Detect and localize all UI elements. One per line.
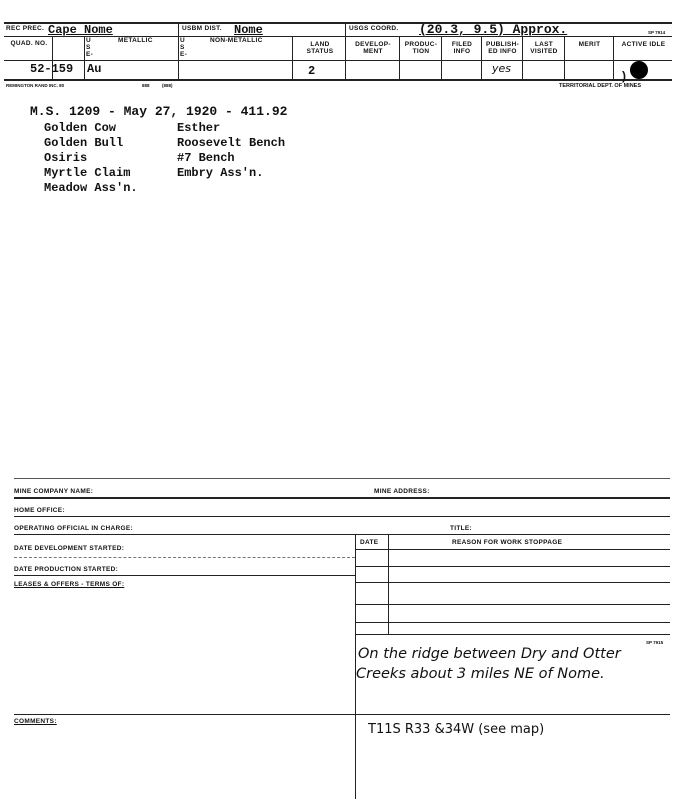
survey-line: M.S. 1209 - May 27, 1920 - 411.92 xyxy=(30,104,288,119)
header-rule-data xyxy=(4,60,672,61)
date-production-label: DATE PRODUCTION STARTED: xyxy=(14,566,119,573)
col-use-letters-metallic: U S E- xyxy=(86,37,94,58)
divider xyxy=(84,36,85,79)
divider xyxy=(564,36,565,79)
rule xyxy=(355,622,670,623)
divider xyxy=(481,36,482,79)
col-metallic: METALLIC xyxy=(118,37,153,44)
rule xyxy=(14,497,670,499)
col-last-visited: LAST VISITED xyxy=(530,41,558,55)
claim-item: Esther xyxy=(177,121,221,135)
col-active-idle: ACTIVE IDLE xyxy=(621,41,666,48)
col-non-metallic: NON-METALLIC xyxy=(210,37,263,44)
claim-item: Golden Cow xyxy=(44,121,117,135)
col-merit: MERIT xyxy=(578,41,601,48)
land-status-value: 2 xyxy=(308,64,316,78)
divider xyxy=(441,36,442,79)
divider xyxy=(522,36,523,79)
rule xyxy=(14,534,670,535)
rule xyxy=(14,714,670,715)
claim-item: Osiris xyxy=(44,151,88,165)
rule xyxy=(355,582,670,583)
handwritten-location-line2: Creeks about 3 miles NE of Nome. xyxy=(356,666,605,682)
usgs-coord-label: USGS COORD. xyxy=(349,25,399,32)
published-info-value: yes xyxy=(492,62,512,75)
divider xyxy=(613,36,614,79)
usgs-coord-value: (20.3, 9.5) Approx. xyxy=(419,22,568,37)
date-col-label: DATE xyxy=(360,539,379,546)
col-filed-info: FILED INFO xyxy=(451,41,473,55)
comments-label: COMMENTS: xyxy=(14,718,57,725)
date-development-label: DATE DEVELOPMENT STARTED: xyxy=(14,545,125,552)
claim-item: Meadow Ass'n. xyxy=(44,181,138,195)
rule xyxy=(355,566,670,567)
mine-address-label: MINE ADDRESS: xyxy=(374,488,430,495)
title-label: TITLE: xyxy=(450,525,473,532)
handwritten-township: T11S R33 &34W (see map) xyxy=(368,722,545,737)
divider xyxy=(178,22,179,79)
leases-offers-label: LEASES & OFFERS - TERMS OF: xyxy=(14,581,125,588)
form-number-bottom: SP 7915 xyxy=(646,640,664,645)
header-rule-bottom xyxy=(4,79,672,81)
rec-prec-value: Cape Nome xyxy=(48,23,113,37)
home-office-label: HOME OFFICE: xyxy=(14,507,65,514)
rec-prec-label: REC PREC. xyxy=(6,25,45,32)
col-development: DEVELOP-MENT xyxy=(355,41,391,55)
col-production: PRODUC-TION xyxy=(404,41,438,55)
col-quad-no: QUAD. NO. xyxy=(10,40,48,47)
rule xyxy=(355,549,670,550)
printer-mid1: 888 xyxy=(142,83,150,88)
metallic-value: Au xyxy=(87,62,102,76)
operating-official-label: OPERATING OFFICIAL IN CHARGE: xyxy=(14,525,133,532)
rule xyxy=(14,516,670,517)
usbm-dist-value: Nome xyxy=(234,23,263,37)
printer-right: TERRITORIAL DEPT. OF MINES xyxy=(559,83,641,89)
rule xyxy=(355,634,670,635)
col-use-letters-nonmetallic: U S E- xyxy=(180,37,188,58)
claims-left-list xyxy=(44,121,138,196)
divider xyxy=(345,22,346,79)
claim-item: Golden Bull xyxy=(44,136,124,150)
claim-item: Embry Ass'n. xyxy=(177,166,264,180)
handwritten-location-line1: On the ridge between Dry and Otter xyxy=(358,646,621,662)
col-published-info: PUBLISH-ED INFO xyxy=(485,41,520,55)
rule xyxy=(355,604,670,605)
active-idle-punch-dot xyxy=(630,61,648,79)
claim-item: #7 Bench xyxy=(177,151,235,165)
usbm-dist-label: USBM DIST. xyxy=(182,25,222,32)
reason-col-label: REASON FOR WORK STOPPAGE xyxy=(452,539,563,546)
claim-item: Myrtle Claim xyxy=(44,166,131,180)
printer-left: REMINGTON RAND INC. 80 xyxy=(6,83,65,88)
mine-company-name-label: MINE COMPANY NAME: xyxy=(14,488,94,495)
divider xyxy=(399,36,400,79)
idle-mark: ) xyxy=(622,69,626,83)
rule xyxy=(14,557,355,558)
quad-serial-value: 52-159 xyxy=(30,62,74,76)
claims-right-list xyxy=(177,121,285,181)
form-number-top: SP 7914 xyxy=(648,30,666,35)
claim-item: Roosevelt Bench xyxy=(177,136,286,150)
divider xyxy=(292,36,293,79)
printer-mid2: (888) xyxy=(162,83,173,88)
col-land-status: LAND STATUS xyxy=(306,41,334,55)
rule xyxy=(14,575,355,576)
card-edge-line xyxy=(14,478,670,479)
